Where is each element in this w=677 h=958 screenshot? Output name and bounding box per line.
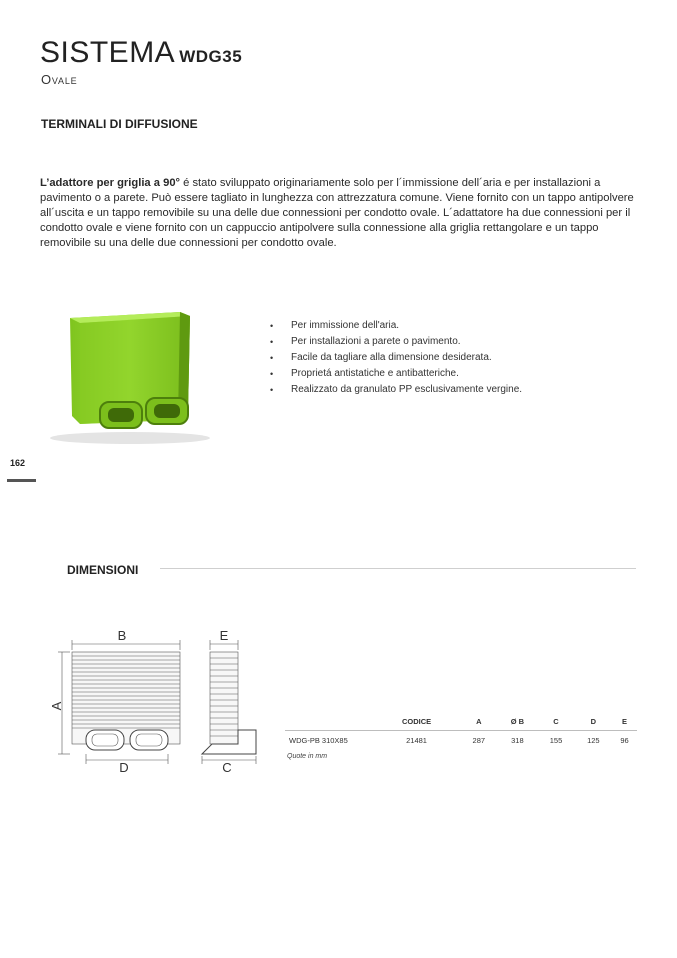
dimensions-table	[285, 712, 637, 749]
feature-item: • Proprietá antistatiche e antibatteriche.	[270, 366, 522, 382]
table-header: C	[537, 712, 574, 731]
dim-label-d: D	[119, 760, 129, 775]
table-cell: 125	[587, 735, 600, 745]
intro-lead: L’adattore per griglia a 90°	[40, 177, 181, 190]
table-header: E	[612, 712, 637, 731]
intro-paragraph	[40, 176, 640, 251]
table-header: Ø B	[497, 712, 537, 731]
table-header-row	[285, 712, 637, 731]
table-header: A	[460, 712, 497, 731]
table-row	[285, 731, 637, 750]
dim-label-a: A	[49, 701, 64, 711]
table-cell: 155	[549, 735, 563, 745]
technical-drawing	[49, 628, 272, 776]
table-header: D	[575, 712, 612, 731]
page-number: 162	[10, 458, 26, 468]
table-cell: 96	[620, 735, 629, 745]
page-number-bar	[7, 479, 36, 482]
dimensions-title: DIMENSIONI	[67, 563, 139, 577]
feature-item: • Realizzato da granulato PP esclusivamente vergine.	[270, 382, 522, 398]
product-photo	[40, 296, 218, 446]
page-subtitle: Ovale	[41, 72, 78, 87]
table-cell: 21481	[406, 735, 427, 745]
table-cell: WDG-PB 310X85	[289, 735, 348, 745]
model-name: WDG35	[179, 47, 243, 66]
intro-text: é stato sviluppato originariamente solo per l´immissione dell´aria e per installazioni a pavimento o a parete. Può essere tagliato in lunghezza con attrezzatura comune. Viene fornito con un tappo antipolvere all´uscita e un tappo removibile su una delle due connessioni per condotto ovale. L´adattatore ha due connessioni per il condotto ovale e viene fornito con un cappuccio antipolvere sulla connessione alla griglia rettangolare e un tappo removibile su una delle due connessioni per condotto ovale.	[40, 177, 634, 250]
feature-item: • Per immissione dell'aria.	[270, 318, 522, 334]
page-title	[40, 36, 242, 70]
section-title: TERMINALI DI DIFFUSIONE	[41, 117, 198, 131]
page-title-text: SISTEMA	[40, 36, 176, 69]
feature-item: • Per installazioni a parete o pavimento.	[270, 334, 522, 350]
dimensions-divider	[160, 568, 636, 569]
table-cell: 287	[472, 735, 486, 745]
table-header	[285, 712, 373, 731]
dim-label-c: C	[222, 760, 232, 775]
units-note: Quote in mm	[287, 753, 328, 760]
table-header: CODICE	[373, 712, 460, 731]
dim-label-e: E	[219, 628, 229, 643]
dim-label-b: B	[117, 628, 127, 643]
feature-item: • Facile da tagliare alla dimensione desiderata.	[270, 350, 522, 366]
table-cell: 318	[511, 735, 524, 745]
feature-list	[270, 318, 522, 398]
